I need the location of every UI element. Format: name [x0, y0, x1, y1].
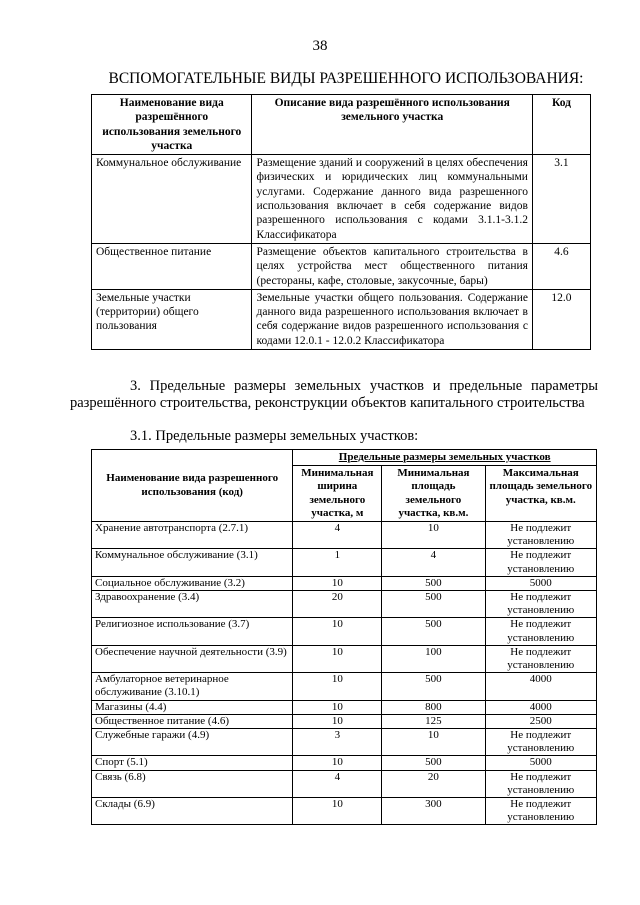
min-width: 4: [293, 770, 382, 797]
max-area: 5000: [485, 756, 596, 770]
use-name: Спорт (5.1): [92, 756, 293, 770]
use-name: Магазины (4.4): [92, 700, 293, 714]
table-row: [92, 770, 597, 797]
use-code: 12.0: [532, 289, 590, 349]
max-area: Не подлежит установлению: [485, 645, 596, 672]
min-area: 500: [382, 673, 485, 700]
table-row: [92, 798, 597, 825]
column-header-min-width: Минимальная ширина земельного участка, м: [293, 466, 382, 522]
use-name: Амбулаторное ветеринарное обслуживание (3.10.1): [92, 673, 293, 700]
column-header-description: Описание вида разрешённого использования земельного участка: [252, 95, 532, 155]
use-name: Связь (6.8): [92, 770, 293, 797]
table-header-row: [92, 450, 597, 466]
column-header-max-area: Максимальная площадь земельного участка, кв.м.: [485, 466, 596, 522]
max-area: 4000: [485, 700, 596, 714]
page-number: 38: [312, 38, 328, 54]
max-area: Не подлежит установлению: [485, 618, 596, 645]
min-width: 10: [293, 756, 382, 770]
min-area: 300: [382, 798, 485, 825]
min-width: 10: [293, 645, 382, 672]
table-row: [92, 591, 597, 618]
min-area: 20: [382, 770, 485, 797]
table-row: [92, 576, 597, 590]
min-width: 10: [293, 618, 382, 645]
use-name: Хранение автотранспорта (2.7.1): [92, 522, 293, 549]
table-row: [92, 155, 591, 244]
use-name: Склады (6.9): [92, 798, 293, 825]
use-code: 3.1: [532, 155, 590, 244]
use-name: Социальное обслуживание (3.2): [92, 576, 293, 590]
table-row: [92, 729, 597, 756]
table-row: [92, 700, 597, 714]
min-area: 500: [382, 591, 485, 618]
section-heading: ВСПОМОГАТЕЛЬНЫЕ ВИДЫ РАЗРЕШЕННОГО ИСПОЛЬЗОВАНИЯ:: [108, 70, 584, 87]
plot-size-limits-table: [91, 449, 597, 825]
use-name: Коммунальное обслуживание: [92, 155, 252, 244]
table-body: [92, 522, 597, 825]
min-width: 10: [293, 714, 382, 728]
table-row: [92, 549, 597, 576]
min-area: 500: [382, 576, 485, 590]
min-width: 10: [293, 576, 382, 590]
table-row: [92, 645, 597, 672]
column-header-min-area: Минимальная площадь земельного участка, кв.м.: [382, 466, 485, 522]
table-row: [92, 756, 597, 770]
min-width: 1: [293, 549, 382, 576]
min-area: 500: [382, 756, 485, 770]
use-name: Здравоохранение (3.4): [92, 591, 293, 618]
min-width: 3: [293, 729, 382, 756]
table-row: [92, 243, 591, 289]
min-width: 4: [293, 522, 382, 549]
max-area: Не подлежит установлению: [485, 549, 596, 576]
table-row: [92, 618, 597, 645]
table-row: [92, 714, 597, 728]
group-header: Предельные размеры земельных участков: [293, 450, 597, 466]
max-area: Не подлежит установлению: [485, 729, 596, 756]
min-area: 10: [382, 729, 485, 756]
use-description: Размещение объектов капитального строительства в целях устройства мест общественного питания (рестораны, кафе, столовые, закусочные, бары): [252, 243, 532, 289]
max-area: Не подлежит установлению: [485, 591, 596, 618]
max-area: Не подлежит установлению: [485, 522, 596, 549]
table-header-row: [92, 95, 591, 155]
subsection-heading: 3.1. Предельные размеры земельных участков:: [130, 428, 419, 444]
min-area: 800: [382, 700, 485, 714]
use-name: Общественное питание: [92, 243, 252, 289]
use-code: 4.6: [532, 243, 590, 289]
use-description: Размещение зданий и сооружений в целях обеспечения физических и юридических лиц коммунальными услугами. Содержание данного вида разрешенного использования включает в себя содержание видов разрешенного использования с кодами 3.1.1-3.1.2 Классификатора: [252, 155, 532, 244]
column-header-code: Код: [532, 95, 590, 155]
use-name: Коммунальное обслуживание (3.1): [92, 549, 293, 576]
max-area: 4000: [485, 673, 596, 700]
table-row: [92, 522, 597, 549]
use-name: Религиозное использование (3.7): [92, 618, 293, 645]
max-area: Не подлежит установлению: [485, 798, 596, 825]
min-width: 10: [293, 700, 382, 714]
use-name: Земельные участки (территории) общего пользования: [92, 289, 252, 349]
use-name: Общественное питание (4.6): [92, 714, 293, 728]
column-header-use-name: Наименование вида разрешенного использования (код): [92, 450, 293, 522]
min-area: 10: [382, 522, 485, 549]
min-area: 4: [382, 549, 485, 576]
auxiliary-uses-table: [91, 94, 591, 350]
max-area: 2500: [485, 714, 596, 728]
min-area: 125: [382, 714, 485, 728]
min-area: 500: [382, 618, 485, 645]
min-width: 10: [293, 673, 382, 700]
min-area: 100: [382, 645, 485, 672]
paragraph-limits: 3. Предельные размеры земельных участков и предельные параметры разрешённого строительства, реконструкции объектов капитального строительства: [70, 378, 598, 411]
use-description: Земельные участки общего пользования. Содержание данного вида разрешенного использования включает в себя содержание видов разрешенного использования с кодами 12.0.1 - 12.0.2 Классификатора: [252, 289, 532, 349]
table-row: [92, 673, 597, 700]
use-name: Служебные гаражи (4.9): [92, 729, 293, 756]
column-header-name: Наименование вида разрешённого использования земельного участка: [92, 95, 252, 155]
max-area: Не подлежит установлению: [485, 770, 596, 797]
max-area: 5000: [485, 576, 596, 590]
table-row: [92, 289, 591, 349]
min-width: 20: [293, 591, 382, 618]
use-name: Обеспечение научной деятельности (3.9): [92, 645, 293, 672]
min-width: 10: [293, 798, 382, 825]
